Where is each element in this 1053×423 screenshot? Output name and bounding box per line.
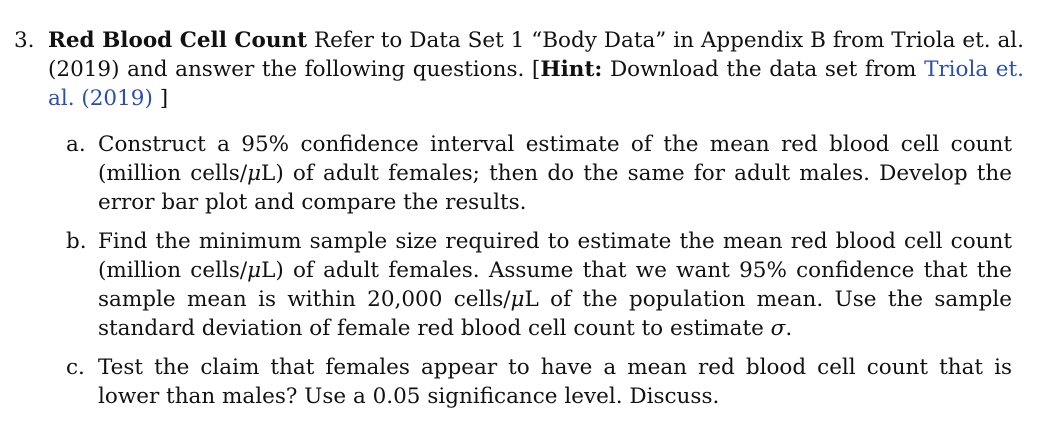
subquestions (66, 130, 1012, 421)
part-a-text-2: L) of adult females; then do the same for adult males. Develop the error bar plot and compare the results. (98, 161, 1012, 215)
triola-link[interactable]: Triola et. al. (2019) (48, 57, 1025, 111)
part-b-text-1: Find the minimum sample size required to estimate the mean red blood cell count (million cells/ (98, 229, 1012, 283)
part-c-text-1: Test the claim that females appear to have a mean red blood cell count that is lower than males? Use a 0.05 significance level. Discuss. (98, 355, 1012, 409)
mu-symbol: μ (510, 287, 525, 312)
part-c-label: c. (66, 355, 85, 380)
hint-label: Hint: (540, 57, 603, 82)
part-c (66, 353, 1012, 411)
part-b-label: b. (66, 229, 87, 254)
problem-3 (14, 26, 1024, 113)
mu-symbol: μ (247, 258, 262, 283)
part-b-text-3: L of the population mean. Use the sample standard deviation of female red blood cell count to estimate (98, 287, 1012, 341)
problem-title: Red Blood Cell Count (48, 28, 308, 53)
part-a-label: a. (66, 132, 86, 157)
hint-close: ] (159, 86, 169, 111)
sigma-symbol: σ (770, 316, 786, 341)
problem-number: 3. (14, 28, 35, 53)
part-a-text-1: Construct a 95% confidence interval estimate of the mean red blood cell count (million cells/ (98, 132, 1012, 186)
part-b-text-4: . (785, 316, 793, 341)
problem-statement (48, 26, 1024, 113)
hint-text: Download the data set from (609, 57, 917, 82)
part-c-text (98, 353, 1012, 411)
problem-intro: Refer to Data Set 1 “Body Data” in Appendix B from Triola et. al. (2019) and answer the following questions. [ (48, 28, 1024, 82)
part-b-text-2: L) of adult females. Assume that we want 95% confidence that the sample mean is within 20,000 cells/ (98, 258, 1012, 312)
part-b-text (98, 227, 1012, 343)
part-b (66, 227, 1012, 343)
part-a (66, 130, 1012, 217)
part-a-text (98, 130, 1012, 217)
mu-symbol: μ (247, 161, 262, 186)
